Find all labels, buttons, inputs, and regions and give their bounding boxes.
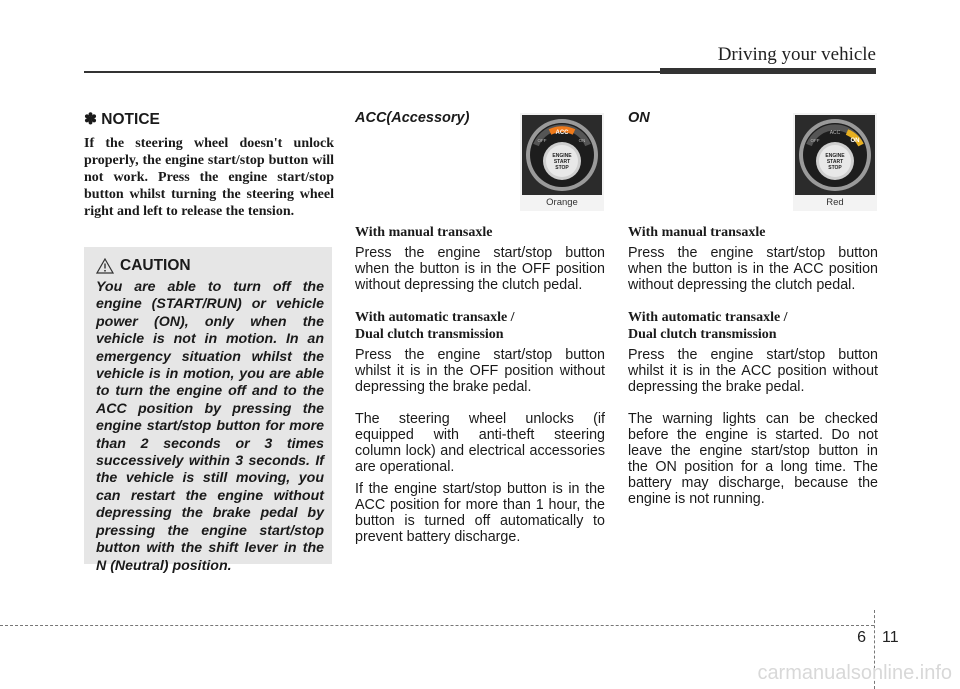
svg-text:ENGINE: ENGINE	[825, 153, 845, 159]
caution-text: You are able to turn off the engine (START/RUN) or vehicle power (ON), only when the vehicle is not in motion. In an emergency situation whilst the vehicle is in motion, you are able to turn the engine off and to the ACC position by pressing the engine start/stop button for more than 2 seconds or 3 times successively within 3 seconds. If the vehicle is still moving, you can restart the engine without depressing the brake pedal by pressing the engine start/stop button with the shift lever in the N (Neutral) position.	[96, 279, 324, 574]
svg-text:OFF: OFF	[537, 138, 547, 143]
on-auto-text: Press the engine start/stop button whilst it is in the ACC position without depressing the brake pedal.	[628, 347, 878, 395]
engine-start-button-icon	[795, 115, 875, 195]
warning-triangle-icon	[96, 258, 114, 274]
notice-block	[84, 110, 334, 220]
on-manual-heading: With manual transaxle	[628, 225, 766, 240]
on-auto-heading-1: With automatic transaxle /	[628, 310, 788, 325]
svg-text:ENGINE: ENGINE	[552, 153, 572, 159]
on-button-photo	[793, 113, 877, 211]
acc-auto-text: Press the engine start/stop button whilst it is in the OFF position without depressing the brake pedal.	[355, 347, 605, 395]
svg-text:START: START	[826, 159, 844, 165]
chapter-number: 6	[857, 629, 866, 646]
on-title: ON	[628, 110, 650, 126]
svg-text:START: START	[553, 159, 571, 165]
acc-manual-heading: With manual transaxle	[355, 225, 493, 240]
notice-heading: ✽ NOTICE	[84, 111, 160, 128]
engine-start-button-icon	[522, 115, 602, 195]
acc-auto-heading-1: With automatic transaxle /	[355, 310, 515, 325]
svg-text:OFF: OFF	[810, 138, 820, 143]
on-manual-text: Press the engine start/stop button when the button is in the ACC position without depressing the clutch pedal.	[628, 245, 878, 293]
acc-auto-heading-2: Dual clutch transmission	[355, 327, 504, 342]
svg-text:ON: ON	[578, 138, 586, 143]
acc-paragraph-2: If the engine start/stop button is in the ACC position for more than 1 hour, the button is turned off automatically to prevent battery discharge.	[355, 481, 605, 545]
acc-paragraph-1: The steering wheel unlocks (if equipped with anti-theft steering column lock) and electrical accessories are operational.	[355, 411, 605, 475]
header-rule-accent	[660, 68, 876, 74]
watermark: carmanualsonline.info	[757, 662, 952, 684]
acc-button-photo	[520, 113, 604, 211]
acc-photo-caption: Orange	[546, 197, 578, 208]
svg-text:ON: ON	[850, 138, 860, 144]
caution-box	[84, 247, 332, 574]
acc-manual-text: Press the engine start/stop button when the button is in the OFF position without depressing the clutch pedal.	[355, 245, 605, 293]
footer-divider	[0, 625, 874, 626]
on-paragraph-1: The warning lights can be checked before the engine is started. Do not leave the engine start/stop button in the ON position for a long time. The battery may discharge, because the engine is not running.	[628, 411, 878, 507]
page-number: 11	[882, 629, 899, 646]
svg-text:ACC: ACC	[829, 130, 841, 136]
on-photo-caption: Red	[826, 197, 844, 208]
on-auto-heading-2: Dual clutch transmission	[628, 327, 777, 342]
header-rule	[84, 71, 660, 73]
section-title: Driving your vehicle	[717, 44, 876, 65]
notice-text: If the steering wheel doesn't unlock properly, the engine start/stop button will not work. Press the engine start/stop button whilst turning the steering wheel right and left to release the tension.	[84, 136, 334, 219]
svg-text:STOP: STOP	[828, 165, 842, 171]
caution-title: CAUTION	[120, 257, 191, 274]
acc-title: ACC(Accessory)	[355, 110, 470, 126]
svg-text:STOP: STOP	[555, 165, 569, 171]
svg-text:ACC: ACC	[555, 130, 569, 136]
